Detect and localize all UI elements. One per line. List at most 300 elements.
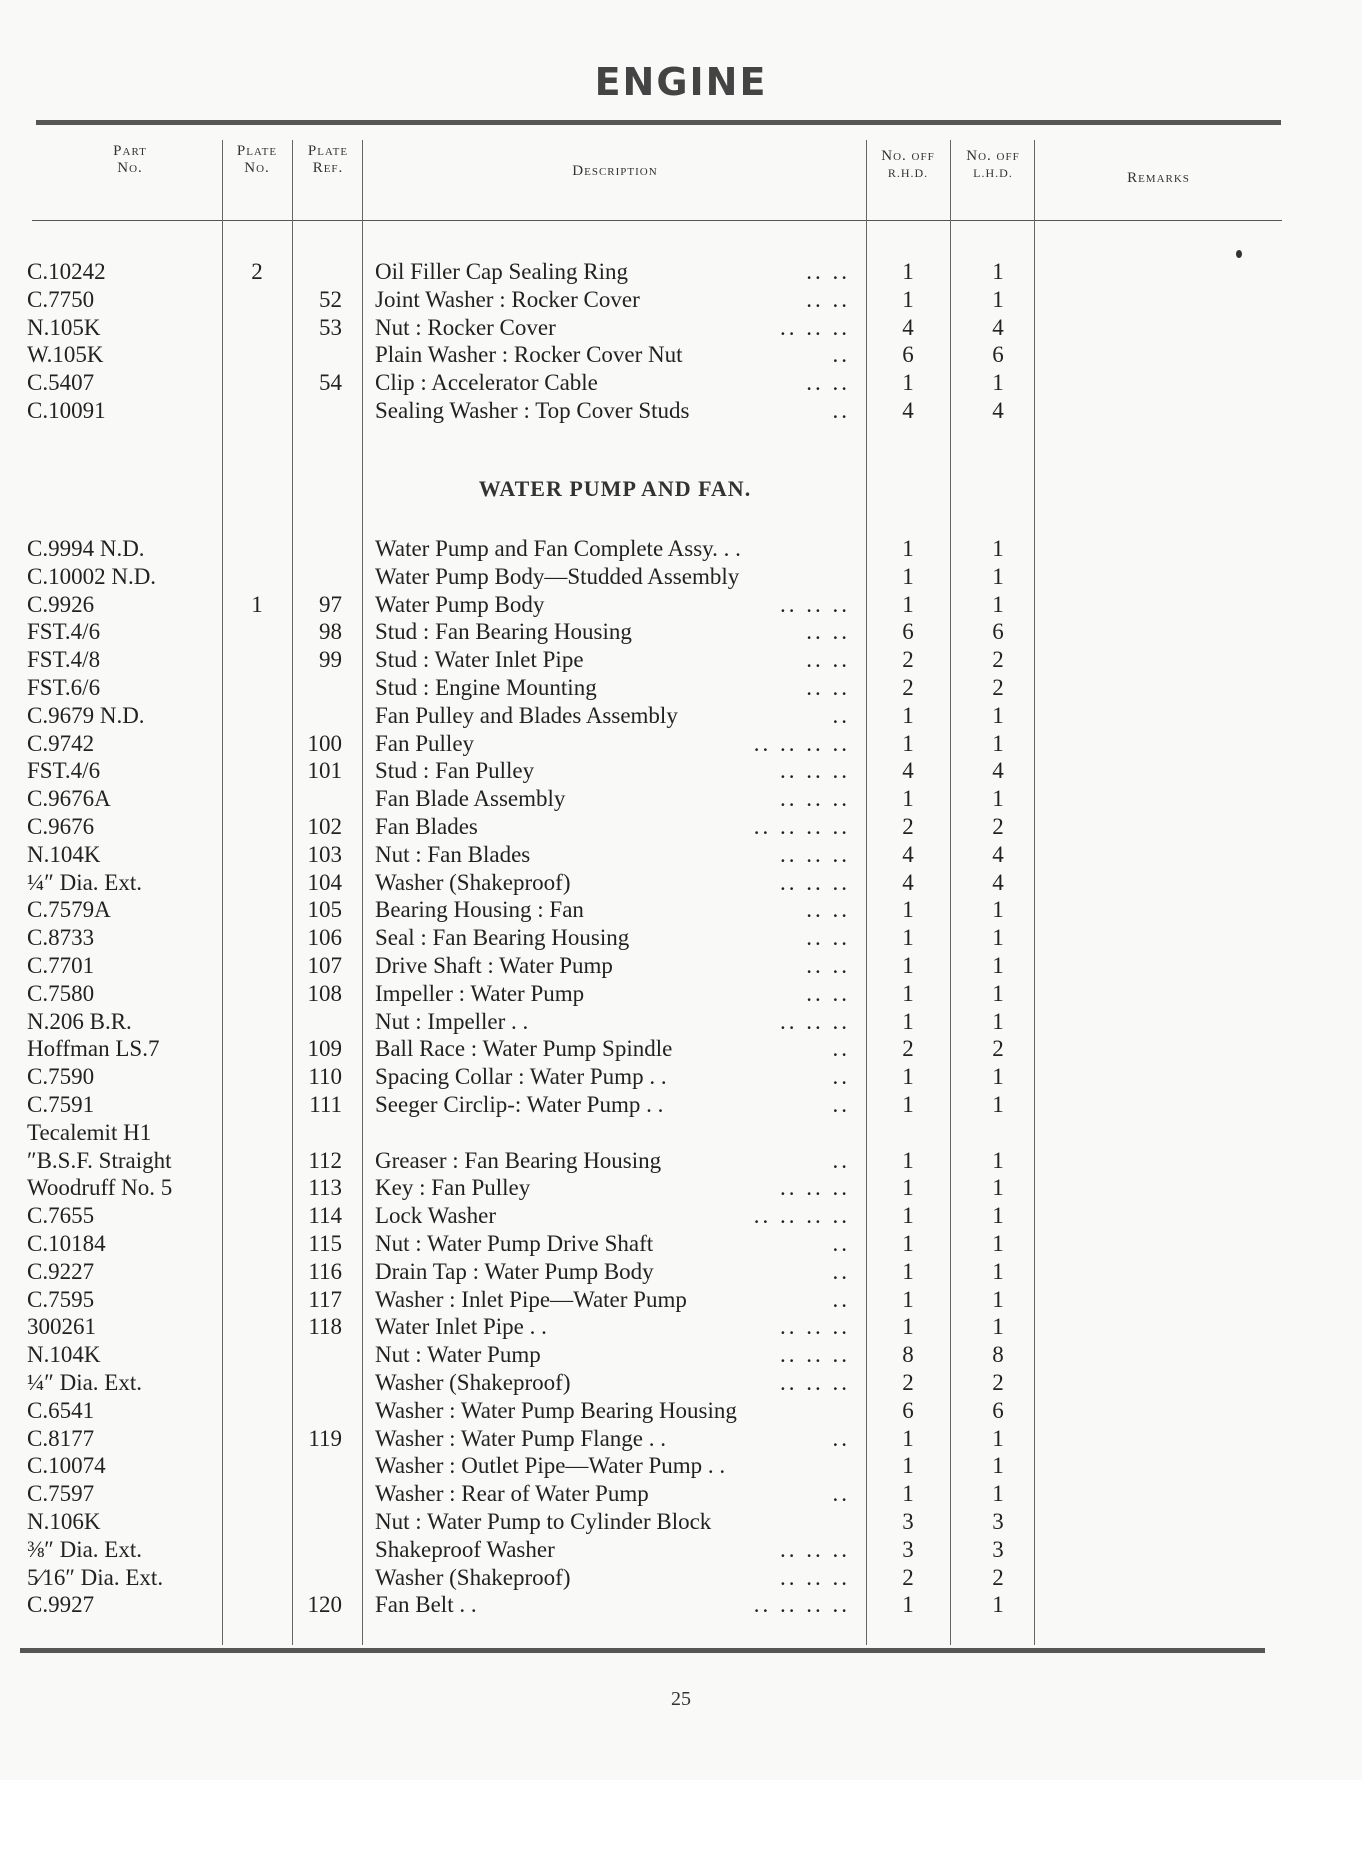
description: Seal : Fan Bearing Housing xyxy=(375,925,630,951)
leader-dots: .. .. xyxy=(806,286,850,312)
plate-reference: 98 xyxy=(319,619,342,645)
table-row xyxy=(0,258,1362,286)
plate-reference: 101 xyxy=(307,758,342,784)
quantity-lhd: 1 xyxy=(992,1231,1004,1256)
part-number: C.7591 xyxy=(27,1092,95,1117)
plate-reference: 120 xyxy=(307,1592,342,1618)
description: Washer : Rear of Water Pump xyxy=(375,1481,649,1507)
quantity-lhd: 4 xyxy=(992,398,1004,423)
description: Water Pump Body xyxy=(375,591,545,617)
leader-dots: .. .. .. xyxy=(780,1314,850,1340)
leader-dots: .. .. .. xyxy=(780,1008,850,1034)
header-plate-ref-line1: Plate xyxy=(307,143,349,159)
part-number: C.7580 xyxy=(27,980,95,1006)
top-rule xyxy=(36,120,1281,125)
description: Greaser : Fan Bearing Housing xyxy=(375,1147,662,1173)
header-rhd-line1: No. off xyxy=(881,148,935,164)
quantity-rhd: 3 xyxy=(902,1536,914,1562)
leader-dots: .. xyxy=(832,1286,850,1312)
leader-dots: .. xyxy=(832,702,850,728)
quantity-lhd: 2 xyxy=(992,1036,1004,1062)
part-number: C.9676A xyxy=(27,786,111,812)
quantity-lhd: 1 xyxy=(992,1286,1004,1312)
quantity-rhd: 4 xyxy=(902,758,914,784)
part-number: C.9994 N.D. xyxy=(27,536,145,561)
leader-dots: .. xyxy=(832,1064,850,1090)
part-number: C.7597 xyxy=(27,1481,95,1507)
quantity-lhd: 1 xyxy=(992,953,1004,978)
description: Oil Filler Cap Sealing Ring xyxy=(375,259,628,284)
table-row xyxy=(0,1258,1362,1286)
quantity-rhd: 1 xyxy=(902,1008,914,1034)
part-number: Woodruff No. 5 xyxy=(27,1175,173,1201)
quantity-rhd: 6 xyxy=(902,342,914,368)
part-number: W.105K xyxy=(27,342,104,368)
leader-dots: .. .. xyxy=(806,897,850,923)
table-row xyxy=(0,341,1362,369)
description: Water Inlet Pipe . . xyxy=(375,1314,547,1340)
quantity-rhd: 1 xyxy=(902,1314,914,1340)
plate-number: 1 xyxy=(251,591,263,617)
plate-reference: 105 xyxy=(307,897,342,923)
table-row xyxy=(0,924,1362,952)
table-row xyxy=(0,1202,1362,1230)
description: Fan Pulley xyxy=(375,730,475,756)
plate-reference: 107 xyxy=(307,953,342,978)
part-number: C.5407 xyxy=(27,370,95,396)
description: Fan Blades xyxy=(375,814,478,839)
description: Clip : Accelerator Cable xyxy=(375,370,598,396)
quantity-rhd: 2 xyxy=(902,647,914,673)
description: Lock Washer xyxy=(375,1203,496,1229)
plate-reference: 102 xyxy=(307,814,342,839)
table-row xyxy=(0,730,1362,758)
leader-dots: .. .. .. xyxy=(780,1536,850,1562)
table-row xyxy=(0,1425,1362,1453)
part-number: N.106K xyxy=(27,1509,101,1534)
table-row xyxy=(0,369,1362,397)
plate-reference: 100 xyxy=(307,730,342,756)
table-row xyxy=(0,1174,1362,1202)
quantity-rhd: 1 xyxy=(902,370,914,396)
table-row xyxy=(0,841,1362,869)
quantity-lhd: 4 xyxy=(992,314,1004,340)
part-number: Tecalemit H1 xyxy=(27,1119,152,1145)
table-row xyxy=(0,896,1362,924)
quantity-lhd: 1 xyxy=(992,370,1004,396)
quantity-rhd: 1 xyxy=(902,1425,914,1451)
part-number: C.7701 xyxy=(27,953,95,978)
quantity-rhd: 1 xyxy=(902,925,914,951)
part-number: 5⁄16″ Dia. Ext. xyxy=(27,1564,164,1590)
part-number: N.206 B.R. xyxy=(27,1008,132,1034)
part-number: C.7590 xyxy=(27,1064,95,1090)
plate-reference: 109 xyxy=(307,1036,342,1062)
leader-dots: .. xyxy=(832,342,850,368)
description: Ball Race : Water Pump Spindle xyxy=(375,1036,673,1062)
quantity-lhd: 1 xyxy=(992,897,1004,923)
part-number: C.7579A xyxy=(27,897,111,923)
description: Nut : Rocker Cover xyxy=(375,314,556,340)
leader-dots: .. .. .. xyxy=(780,1564,850,1590)
header-part-line2: No. xyxy=(117,160,143,176)
header-plate-no-line1: Plate xyxy=(236,143,278,159)
quantity-lhd: 1 xyxy=(992,786,1004,812)
description: Washer (Shakeproof) xyxy=(375,869,571,895)
leader-dots: .. .. .. xyxy=(780,841,850,867)
table-row xyxy=(0,535,1362,563)
plate-reference: 104 xyxy=(307,869,342,895)
quantity-lhd: 8 xyxy=(992,1342,1004,1368)
plate-reference: 119 xyxy=(308,1425,342,1451)
table-row xyxy=(0,1369,1362,1397)
table-row xyxy=(0,1564,1362,1592)
description: Nut : Water Pump xyxy=(375,1342,541,1368)
leader-dots: .. xyxy=(832,1258,850,1284)
part-number: Hoffman LS.7 xyxy=(27,1036,160,1062)
part-number: ¼″ Dia. Ext. xyxy=(27,1370,142,1395)
quantity-rhd: 2 xyxy=(902,1036,914,1062)
leader-dots: .. .. xyxy=(806,675,850,700)
quantity-lhd: 1 xyxy=(992,925,1004,951)
leader-dots: .. xyxy=(832,1425,850,1451)
leader-dots: .. xyxy=(832,1147,850,1173)
leader-dots: .. .. xyxy=(806,925,850,951)
leader-dots: .. .. .. xyxy=(780,1175,850,1201)
bottom-rule xyxy=(20,1648,1265,1653)
ink-speck xyxy=(1236,250,1242,258)
description: Plain Washer : Rocker Cover Nut xyxy=(375,342,683,368)
quantity-rhd: 1 xyxy=(902,259,914,284)
table-row xyxy=(0,1591,1362,1619)
quantity-rhd: 1 xyxy=(902,980,914,1006)
quantity-rhd: 1 xyxy=(902,1147,914,1173)
quantity-rhd: 8 xyxy=(902,1342,914,1368)
table-row xyxy=(0,785,1362,813)
table-row xyxy=(0,1119,1362,1147)
quantity-lhd: 1 xyxy=(992,730,1004,756)
table-row xyxy=(0,1230,1362,1258)
description: Washer : Water Pump Bearing Housing xyxy=(375,1397,737,1423)
description: Washer (Shakeproof) xyxy=(375,1370,571,1395)
description: Spacing Collar : Water Pump . . xyxy=(375,1064,667,1090)
part-number: C.9927 xyxy=(27,1592,95,1618)
part-number: ″B.S.F. Straight xyxy=(27,1147,172,1173)
description: Fan Belt . . xyxy=(375,1592,477,1618)
leader-dots: .. xyxy=(832,398,850,423)
leader-dots: .. .. .. xyxy=(780,869,850,895)
header-lhd-line1: No. off xyxy=(966,148,1020,164)
quantity-rhd: 1 xyxy=(902,286,914,312)
description: Water Pump Body—Studded Assembly xyxy=(375,563,740,589)
part-number: C.9676 xyxy=(27,814,95,839)
quantity-lhd: 2 xyxy=(992,647,1004,673)
quantity-rhd: 4 xyxy=(902,398,914,423)
table-row xyxy=(0,757,1362,785)
header-lhd-line2: L.H.D. xyxy=(973,166,1013,180)
quantity-rhd: 1 xyxy=(902,536,914,561)
description: Sealing Washer : Top Cover Studs xyxy=(375,398,690,423)
leader-dots: .. .. .. xyxy=(780,591,850,617)
table-row xyxy=(0,397,1362,425)
quantity-lhd: 4 xyxy=(992,869,1004,895)
header-rule xyxy=(32,220,1282,221)
quantity-lhd: 1 xyxy=(992,591,1004,617)
table-row xyxy=(0,1008,1362,1036)
description: Washer (Shakeproof) xyxy=(375,1564,571,1590)
part-number: FST.4/6 xyxy=(27,758,101,784)
description: Fan Blade Assembly xyxy=(375,786,566,812)
leader-dots: .. xyxy=(832,1231,850,1256)
table-row xyxy=(0,1286,1362,1314)
plate-reference: 114 xyxy=(308,1203,342,1229)
plate-reference: 115 xyxy=(308,1231,342,1256)
header-description: Description xyxy=(572,163,658,179)
header-part-no xyxy=(80,143,180,177)
quantity-rhd: 1 xyxy=(902,786,914,812)
description: Nut : Water Pump Drive Shaft xyxy=(375,1231,654,1256)
quantity-rhd: 1 xyxy=(902,563,914,589)
description: Stud : Engine Mounting xyxy=(375,675,597,700)
quantity-lhd: 1 xyxy=(992,1258,1004,1284)
plate-reference: 53 xyxy=(319,314,342,340)
description: Key : Fan Pulley xyxy=(375,1175,531,1201)
part-number: C.9679 N.D. xyxy=(27,702,145,728)
leader-dots: .. .. .. .. xyxy=(753,1592,850,1618)
description: Drive Shaft : Water Pump xyxy=(375,953,613,978)
part-number: N.104K xyxy=(27,1342,101,1368)
quantity-rhd: 1 xyxy=(902,730,914,756)
table-row xyxy=(0,1508,1362,1536)
quantity-rhd: 1 xyxy=(902,1203,914,1229)
leader-dots: .. .. .. .. xyxy=(753,814,850,839)
table-row xyxy=(0,286,1362,314)
quantity-rhd: 2 xyxy=(902,1370,914,1395)
table-row xyxy=(0,674,1362,702)
table-row xyxy=(0,1452,1362,1480)
leader-dots: .. .. .. .. xyxy=(753,1203,850,1229)
plate-reference: 106 xyxy=(307,925,342,951)
table-row xyxy=(0,1313,1362,1341)
part-number: C.6541 xyxy=(27,1397,95,1423)
description: Bearing Housing : Fan xyxy=(375,897,584,923)
plate-reference: 103 xyxy=(307,841,342,867)
leader-dots: .. .. .. .. xyxy=(753,730,850,756)
quantity-lhd: 1 xyxy=(992,1147,1004,1173)
leader-dots: .. .. xyxy=(806,980,850,1006)
plate-reference: 54 xyxy=(319,370,342,396)
quantity-rhd: 6 xyxy=(902,1397,914,1423)
plate-reference: 108 xyxy=(307,980,342,1006)
table-row xyxy=(0,980,1362,1008)
part-number: C.9742 xyxy=(27,730,95,756)
description: Water Pump and Fan Complete Assy. . . xyxy=(375,536,741,561)
plate-reference: 117 xyxy=(308,1286,342,1312)
leader-dots: .. .. .. xyxy=(780,1342,850,1368)
leader-dots: .. .. xyxy=(806,370,850,396)
header-plate-no-line2: No. xyxy=(244,160,270,176)
description: Drain Tap : Water Pump Body xyxy=(375,1258,654,1284)
part-number: C.10242 xyxy=(27,259,106,284)
header-lhd xyxy=(952,148,1034,182)
description: Nut : Fan Blades xyxy=(375,841,531,867)
part-number: ⅜″ Dia. Ext. xyxy=(27,1536,142,1562)
table-row xyxy=(0,702,1362,730)
plate-reference: 110 xyxy=(308,1064,342,1090)
quantity-lhd: 6 xyxy=(992,619,1004,645)
quantity-lhd: 1 xyxy=(992,1481,1004,1507)
part-number: N.105K xyxy=(27,314,101,340)
table-row xyxy=(0,563,1362,591)
page-title: ENGINE xyxy=(594,60,768,104)
quantity-rhd: 4 xyxy=(902,869,914,895)
part-number: C.8177 xyxy=(27,1425,95,1451)
leader-dots: .. .. xyxy=(806,953,850,978)
leader-dots: .. .. xyxy=(806,259,850,284)
plate-reference: 52 xyxy=(319,286,342,312)
quantity-rhd: 2 xyxy=(902,1564,914,1590)
quantity-lhd: 1 xyxy=(992,1008,1004,1034)
quantity-lhd: 2 xyxy=(992,675,1004,700)
leader-dots: .. .. .. xyxy=(780,758,850,784)
quantity-lhd: 1 xyxy=(992,259,1004,284)
part-number: C.7750 xyxy=(27,286,95,312)
quantity-lhd: 2 xyxy=(992,1370,1004,1395)
description: Stud : Fan Bearing Housing xyxy=(375,619,632,645)
header-remarks: Remarks xyxy=(1127,170,1190,186)
quantity-rhd: 4 xyxy=(902,841,914,867)
quantity-lhd: 6 xyxy=(992,342,1004,368)
plate-reference: 113 xyxy=(308,1175,342,1201)
header-rhd xyxy=(868,148,948,182)
leader-dots: .. .. xyxy=(806,647,850,673)
quantity-lhd: 2 xyxy=(992,1564,1004,1590)
header-plate-ref-line2: Ref. xyxy=(312,160,344,176)
description: Nut : Water Pump to Cylinder Block xyxy=(375,1509,712,1534)
plate-reference: 112 xyxy=(308,1147,342,1173)
quantity-lhd: 1 xyxy=(992,1064,1004,1090)
quantity-rhd: 1 xyxy=(902,1175,914,1201)
part-number: C.10184 xyxy=(27,1231,106,1256)
part-number: C.10091 xyxy=(27,398,106,423)
quantity-rhd: 1 xyxy=(902,1231,914,1256)
leader-dots: .. xyxy=(832,1481,850,1507)
part-number: C.9926 xyxy=(27,591,95,617)
table-row xyxy=(0,813,1362,841)
quantity-rhd: 1 xyxy=(902,1592,914,1618)
quantity-rhd: 1 xyxy=(902,591,914,617)
plate-reference: 97 xyxy=(319,591,342,617)
header-plate-ref xyxy=(293,143,363,177)
quantity-rhd: 1 xyxy=(902,1453,914,1479)
leader-dots: .. xyxy=(832,1092,850,1117)
quantity-lhd: 1 xyxy=(992,702,1004,728)
description: Joint Washer : Rocker Cover xyxy=(375,286,640,312)
page-number: 25 xyxy=(671,1688,691,1710)
quantity-rhd: 1 xyxy=(902,702,914,728)
description: Shakeproof Washer xyxy=(375,1536,555,1562)
part-number: FST.4/8 xyxy=(27,647,101,673)
quantity-rhd: 6 xyxy=(902,619,914,645)
quantity-rhd: 1 xyxy=(902,1092,914,1117)
part-number: FST.6/6 xyxy=(27,675,101,700)
header-rhd-line2: R.H.D. xyxy=(887,166,929,180)
quantity-lhd: 2 xyxy=(992,814,1004,839)
quantity-lhd: 1 xyxy=(992,1175,1004,1201)
table-row xyxy=(0,1397,1362,1425)
description: Washer : Water Pump Flange . . xyxy=(375,1425,666,1451)
quantity-rhd: 1 xyxy=(902,953,914,978)
quantity-lhd: 6 xyxy=(992,1397,1004,1423)
section-heading: WATER PUMP AND FAN. xyxy=(478,476,752,501)
plate-reference: 118 xyxy=(308,1314,342,1340)
quantity-lhd: 1 xyxy=(992,1203,1004,1229)
quantity-rhd: 2 xyxy=(902,675,914,700)
description: Nut : Impeller . . xyxy=(375,1008,529,1034)
quantity-lhd: 4 xyxy=(992,841,1004,867)
plate-number: 2 xyxy=(251,259,263,284)
quantity-lhd: 3 xyxy=(992,1536,1004,1562)
leader-dots: .. .. xyxy=(806,619,850,645)
table-row xyxy=(0,1035,1362,1063)
quantity-lhd: 1 xyxy=(992,1425,1004,1451)
table-row xyxy=(0,618,1362,646)
leader-dots: .. .. .. xyxy=(780,314,850,340)
table-row xyxy=(0,1480,1362,1508)
part-number: C.7595 xyxy=(27,1286,95,1312)
table-row xyxy=(0,646,1362,674)
description: Washer : Outlet Pipe—Water Pump . . xyxy=(375,1453,726,1479)
quantity-lhd: 1 xyxy=(992,1592,1004,1618)
part-number: C.7655 xyxy=(27,1203,95,1229)
quantity-rhd: 2 xyxy=(902,814,914,839)
description: Impeller : Water Pump xyxy=(375,980,585,1006)
quantity-rhd: 1 xyxy=(902,897,914,923)
quantity-lhd: 1 xyxy=(992,286,1004,312)
description: Seeger Circlip-: Water Pump . . xyxy=(375,1092,664,1117)
plate-reference: 116 xyxy=(308,1258,342,1284)
plate-reference: 111 xyxy=(309,1092,342,1117)
part-number: FST.4/6 xyxy=(27,619,101,645)
quantity-rhd: 1 xyxy=(902,1258,914,1284)
description: Stud : Fan Pulley xyxy=(375,758,535,784)
description: Fan Pulley and Blades Assembly xyxy=(375,702,678,728)
leader-dots: .. .. .. xyxy=(780,1370,850,1395)
table-row xyxy=(0,1147,1362,1175)
description: Stud : Water Inlet Pipe xyxy=(375,647,584,673)
quantity-lhd: 1 xyxy=(992,563,1004,589)
description: Washer : Inlet Pipe—Water Pump xyxy=(375,1286,687,1312)
part-number: C.9227 xyxy=(27,1258,95,1284)
table-row xyxy=(0,1091,1362,1119)
quantity-rhd: 3 xyxy=(902,1509,914,1534)
part-number: C.10002 N.D. xyxy=(27,563,157,589)
part-number: 300261 xyxy=(27,1314,96,1340)
plate-reference: 99 xyxy=(319,647,342,673)
table-row xyxy=(0,1341,1362,1369)
quantity-lhd: 1 xyxy=(992,1314,1004,1340)
table-row xyxy=(0,1063,1362,1091)
part-number: C.8733 xyxy=(27,925,95,951)
table-row xyxy=(0,952,1362,980)
quantity-lhd: 1 xyxy=(992,980,1004,1006)
part-number: C.10074 xyxy=(27,1453,106,1479)
quantity-lhd: 1 xyxy=(992,1092,1004,1117)
table-row xyxy=(0,591,1362,619)
quantity-lhd: 4 xyxy=(992,758,1004,784)
table-row xyxy=(0,314,1362,342)
quantity-rhd: 1 xyxy=(902,1064,914,1090)
